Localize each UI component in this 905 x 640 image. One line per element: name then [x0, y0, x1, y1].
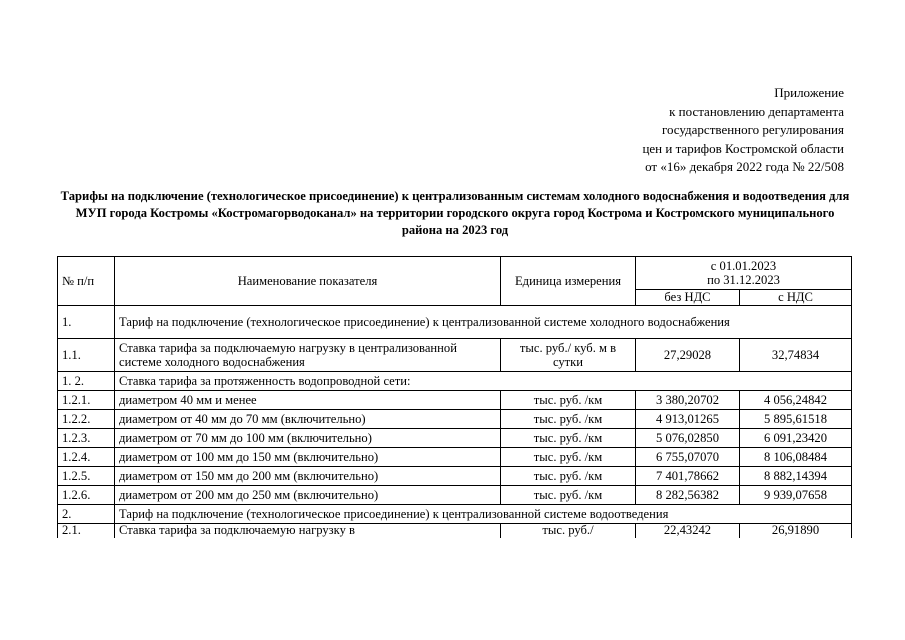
appendix-line: цен и тарифов Костромской области — [642, 140, 844, 156]
table-row — [58, 448, 852, 467]
cell-no-vat: 27,29028 — [636, 339, 740, 372]
cell-with-vat: 6 091,23420 — [740, 429, 852, 448]
cell-no-vat: 6 755,07070 — [636, 448, 740, 467]
table-row — [58, 391, 852, 410]
cell-name: диаметром 40 мм и менее — [115, 391, 501, 410]
cell-name: диаметром от 200 мм до 250 мм (включительно) — [115, 486, 501, 505]
cell-unit: тыс. руб./ куб. м в сутки — [501, 339, 636, 372]
cell-with-vat: 9 939,07658 — [740, 486, 852, 505]
cell-num: 1.2.6. — [58, 486, 115, 505]
cell-unit: тыс. руб. /км — [501, 410, 636, 429]
cell-with-vat: 8 106,08484 — [740, 448, 852, 467]
document-title: Тарифы на подключение (технологическое присоединение) к централизованным системам холодного водоснабжения и водоотведения для МУП города Костромы «Костромагорводоканал» на территории городского округа город Кострома и Костромского муниципального района на 2023 год — [60, 189, 850, 237]
appendix-line: государственного регулирования — [661, 122, 844, 137]
table-row — [58, 429, 852, 448]
cell-with-vat: 4 056,24842 — [740, 391, 852, 410]
table-row — [58, 306, 852, 339]
cell-name: Тариф на подключение (технологическое присоединение) к централизованной системе водоотведения — [115, 505, 852, 524]
period-to: по 31.12.2023 — [707, 273, 780, 287]
header-with-vat: с НДС — [740, 290, 852, 306]
cell-unit: тыс. руб. /км — [501, 467, 636, 486]
cell-no-vat: 8 282,56382 — [636, 486, 740, 505]
cell-name: Тариф на подключение (технологическое присоединение) к централизованной системе холодного водоснабжения — [115, 306, 852, 339]
cell-name: диаметром от 150 мм до 200 мм (включительно) — [115, 467, 501, 486]
table-row — [58, 410, 852, 429]
cell-with-vat: 32,74834 — [740, 339, 852, 372]
cell-num: 1.2.2. — [58, 410, 115, 429]
appendix-line: к постановлению департамента — [669, 103, 844, 119]
appendix-line: Приложение — [774, 85, 844, 100]
header-num: № п/п — [58, 257, 115, 306]
header-period — [636, 257, 852, 290]
header-no-vat: без НДС — [636, 290, 740, 306]
cell-no-vat: 7 401,78662 — [636, 467, 740, 486]
cell-num: 1.2.5. — [58, 467, 115, 486]
table-row — [58, 372, 852, 391]
table-row — [58, 467, 852, 486]
appendix-block — [642, 84, 844, 177]
cell-num: 1.2.1. — [58, 391, 115, 410]
cell-num: 1. — [58, 306, 115, 339]
cell-with-vat: 26,91890 — [740, 524, 852, 539]
header-name: Наименование показателя — [115, 257, 501, 306]
cell-unit: тыс. руб. /км — [501, 391, 636, 410]
table-header-row — [58, 257, 852, 290]
cell-name: диаметром от 70 мм до 100 мм (включительно) — [115, 429, 501, 448]
cell-num: 2. — [58, 505, 115, 524]
cell-no-vat: 3 380,20702 — [636, 391, 740, 410]
cell-name: Ставка тарифа за протяженность водопроводной сети: — [115, 372, 852, 391]
cell-with-vat: 5 895,61518 — [740, 410, 852, 429]
cell-unit: тыс. руб./ — [501, 524, 636, 539]
appendix-line: от «16» декабря 2022 года № 22/508 — [645, 159, 844, 174]
cell-no-vat: 22,43242 — [636, 524, 740, 539]
cell-name: диаметром от 40 мм до 70 мм (включительно) — [115, 410, 501, 429]
tariff-table — [57, 256, 852, 538]
header-unit: Единица измерения — [501, 257, 636, 306]
cell-num: 1. 2. — [58, 372, 115, 391]
cell-num: 1.2.3. — [58, 429, 115, 448]
cell-no-vat: 4 913,01265 — [636, 410, 740, 429]
table-row — [58, 486, 852, 505]
cell-num: 2.1. — [58, 524, 115, 539]
cell-num: 1.2.4. — [58, 448, 115, 467]
cell-name: Ставка тарифа за подключаемую нагрузку в — [115, 524, 501, 539]
cell-num: 1.1. — [58, 339, 115, 372]
cell-no-vat: 5 076,02850 — [636, 429, 740, 448]
cell-name: Ставка тарифа за подключаемую нагрузку в централизованной системе холодного водоснабжения — [115, 339, 501, 372]
cell-unit: тыс. руб. /км — [501, 448, 636, 467]
cell-name: диаметром от 100 мм до 150 мм (включительно) — [115, 448, 501, 467]
cell-with-vat: 8 882,14394 — [740, 467, 852, 486]
table-row — [58, 524, 852, 539]
table-row — [58, 505, 852, 524]
cell-unit: тыс. руб. /км — [501, 429, 636, 448]
table-row — [58, 339, 852, 372]
period-from: с 01.01.2023 — [710, 258, 777, 273]
cell-unit: тыс. руб. /км — [501, 486, 636, 505]
